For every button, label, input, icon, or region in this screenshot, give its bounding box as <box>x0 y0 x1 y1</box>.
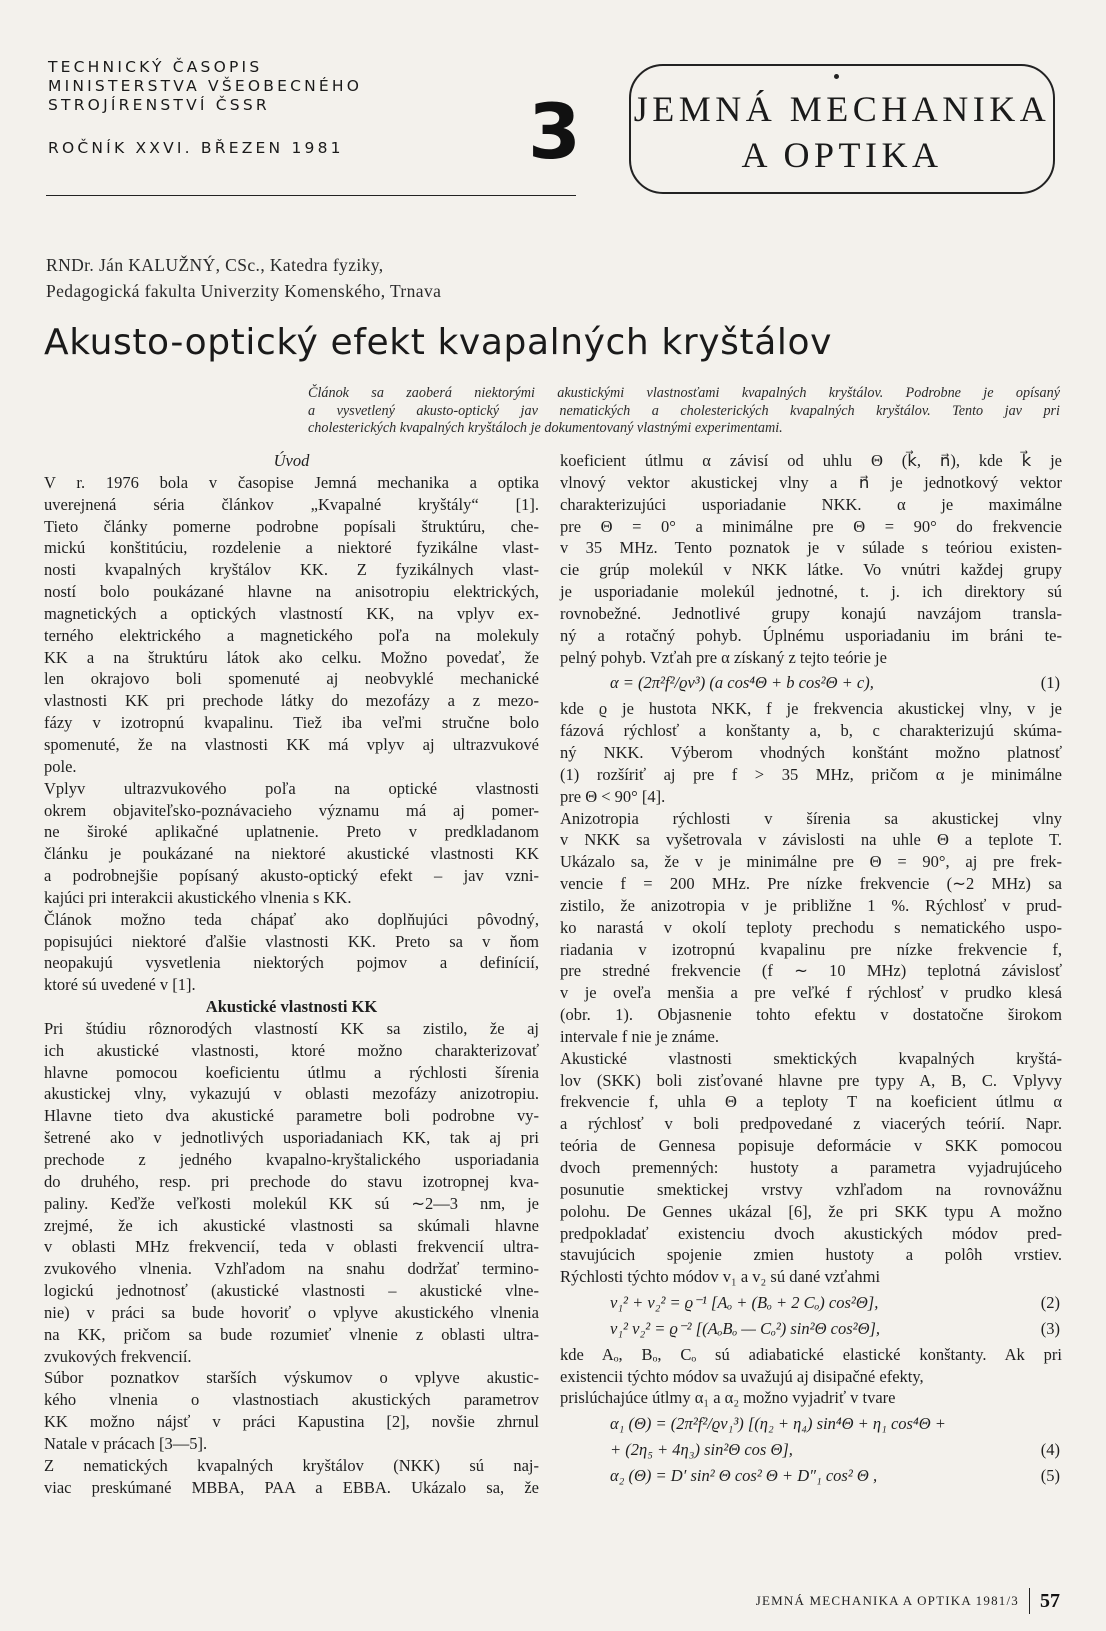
text-line: posunutie smektickej vrstvy vzhľadom na rovnovážnu <box>560 1179 1062 1199</box>
text-line: šetrené ako v jednotlivých usporiadaniach KK, tak aj pri <box>44 1128 539 1148</box>
equation <box>560 1465 1062 1487</box>
text-line: koeficient útlmu α závisí od uhlu Θ (k⃗, n⃗), kde k⃗ je <box>560 451 1062 470</box>
text-line: dvoch premenných: hustoty a parametra vyjadrujúceho <box>560 1158 1062 1177</box>
text-line: zrejmé, že ich akustické vlastnosti sa skúmali hlavne <box>44 1215 539 1235</box>
text-line: akustickej vlny, vykazujú v oblasti mezofázy anizotropiu. <box>44 1084 539 1104</box>
text-line: KK a na štruktúru látok ako celku. Možno povedať, že <box>44 647 539 667</box>
text-line: ností bolo poukázané hlavne na anisotropiu elektrických, <box>44 582 539 602</box>
text-line: V r. 1976 bola v časopise Jemná mechanika a optika <box>44 472 539 492</box>
text-line: ný NKK. Výberom vhodných konštánt možno platnosť <box>560 742 1062 762</box>
text-line: nie) v práci sa bude hovoriť o vplyve akustického vlnenia <box>44 1302 539 1322</box>
equation <box>560 1292 1062 1314</box>
text-line: Natale v prácach [3—5]. <box>44 1433 208 1453</box>
footer-divider <box>1029 1588 1030 1614</box>
right-column <box>560 450 1062 1491</box>
text-line: kde ϱ je hustota NKK, f je frekvencia akustickej vlny, v je <box>560 699 1062 719</box>
text-line: Z nematických kvapalných kryštálov (NKK) sú naj- <box>44 1455 539 1475</box>
text-line: Anizotropia rýchlosti v šírenia sa akustickej vlny <box>560 808 1062 828</box>
footer-journal-label: JEMNÁ MECHANIKA A OPTIKA 1981/3 <box>755 1593 1019 1608</box>
text-line: zistilo, že anizotropia v je približne 1 %. Rýchlosť v prud- <box>560 895 1062 915</box>
text-line: kého vlnenia o vlastnostiach akustických parametrov <box>44 1390 539 1410</box>
section-heading: Úvod <box>273 451 310 470</box>
equation-formula: v₁² + v₂² = ϱ⁻¹ [Aₒ + (Bₒ + 2 Cₒ) cos²Θ], <box>610 1293 879 1313</box>
text-line: je usporiadanie molekúl jednotné, t. j. ich direktory sú <box>560 582 1062 602</box>
page-footer <box>756 1588 1060 1614</box>
equation-formula: α = (2π²f²/ϱv³) (a cos⁴Θ + b cos²Θ + c), <box>610 673 874 693</box>
text-line: ktoré sú uvedené v [1]. <box>44 975 196 995</box>
text-line: predpokladať existenciu dvoch akustických módov pred- <box>560 1223 1062 1243</box>
text-line: v je oveľa menšia a pre veľké f rýchlosť v prudko klesá <box>560 983 1062 1003</box>
journal-logo <box>629 64 1055 194</box>
text-line: Tieto články pomerne podrobne popísali štruktúru, che- <box>44 516 539 536</box>
text-line: ne široké aplikačné uplatnenie. Preto v predkladanom <box>44 822 539 842</box>
text-line: teória de Gennesa popisuje deformácie v SKK pomocou <box>560 1136 1062 1156</box>
text-line: viac preskúmané MBBA, PAA a EBBA. Ukázalo sa, že <box>44 1477 539 1497</box>
abstract-line: Článok sa zaoberá niektorými akustickými vlastnosťami kvapalných kryštálov. Podrobne je opísaný <box>308 385 1060 401</box>
text-line: charakterizujúci usporiadanie NKK. α je maximálne <box>560 494 1062 514</box>
text-line: pre stredné frekvencie (f ∼ 10 MHz) teplotná závislosť <box>560 961 1062 981</box>
equation-formula: α₁ (Θ) = (2π²f²/ϱv₁³) [(η₂ + η₄) sin⁴Θ + η₁ cos⁴Θ + <box>610 1414 946 1434</box>
text-line: a podrobnejšie popísaný akusto-optický efekt – jav vzni- <box>44 866 539 886</box>
text-line: terného elektrického a magnetického poľa na molekuly <box>44 625 539 645</box>
text-line: vencie f = 200 MHz. Pre nízke frekvencie (∼2 MHz) sa <box>560 874 1062 894</box>
text-line: prislúchajúce útlmy α₁ a α₂ možno vyjadriť v tvare <box>560 1388 896 1408</box>
text-line: Článok možno teda chápať ako doplňujúci pôvodný, <box>44 909 539 929</box>
text-line: lov (SKK) boli zisťované hlavne pre typy A, B, C. Vplyvy <box>560 1070 1062 1090</box>
text-line: uverejnená séria článkov „Kvapalné kryštály“ [1]. <box>44 494 539 514</box>
text-line: pre Θ < 90° [4]. <box>560 786 666 806</box>
abstract-line: a vysvetlený akusto-optický jav nematických a cholesterických kvapalných kryštálov. Tento jav pri <box>308 402 1060 419</box>
text-line: popisujúci niektoré ďalšie vlastnosti KK. Preto sa v ňom <box>44 931 539 951</box>
text-line: intervale f nie je známe. <box>560 1026 719 1046</box>
text-line: vlnový vektor akustickej vlny a n⃗ je jednotkový vektor <box>560 472 1062 492</box>
text-line: zvukového vlnenia. Vzhľadom na snahu dodržať termino- <box>44 1259 539 1279</box>
equation-number: (4) <box>1040 1440 1060 1460</box>
page-number: 57 <box>1040 1589 1060 1612</box>
equation <box>560 1413 1062 1435</box>
text-line: v oblasti MHz frekvencií, teda v oblasti frekvencií ultra- <box>44 1237 539 1257</box>
equation <box>560 1439 1062 1461</box>
left-column <box>44 450 539 1499</box>
text-line: Rýchlosti týchto módov v₁ a v₂ sú dané vzťahmi <box>560 1267 881 1287</box>
text-line: článku je poukázané na niektoré akustické vlastnosti KK <box>44 844 539 864</box>
text-line: v NKK sa vyšetrovala v závislosti na uhle Θ a teplote T. <box>560 830 1062 850</box>
text-line: zvukových frekvencií. <box>44 1346 192 1366</box>
text-line: Vplyv ultrazvukového poľa na optické vlastnosti <box>44 778 539 798</box>
text-line: paliny. Keďže veľkosti molekúl KK sú ∼2—3 nm, je <box>44 1193 539 1213</box>
equation-number: (3) <box>1040 1318 1060 1338</box>
text-line: len okrajovo boli spomenuté aj neobvyklé mechanické <box>44 669 539 689</box>
masthead-line: TECHNICKÝ ČASOPIS <box>48 58 263 76</box>
text-line: spomenuté, že na vlastnosti KK má vplyv aj ultrazvukové <box>44 734 539 754</box>
text-line: pre Θ = 0° a minimálne pre Θ = 90° do frekvencie <box>560 516 1062 536</box>
masthead-line: STROJÍRENSTVÍ ČSSR <box>48 96 270 114</box>
text-line: pole. <box>44 756 77 776</box>
text-line: fázy v izotropnú kvapalinu. Tiež iba veľmi stručne bolo <box>44 713 539 733</box>
text-line: Akustické vlastnosti smektických kvapalných kryštá- <box>560 1048 1062 1068</box>
text-line: kde Aₒ, Bₒ, Cₒ sú adiabatické elastické konštanty. Ak pri <box>560 1344 1062 1364</box>
section-heading: Akustické vlastnosti KK <box>205 997 378 1017</box>
text-line: frekvencie f, uhla Θ a teploty T na koeficient útlmu α <box>560 1092 1062 1112</box>
text-line: okrem objaviteľsko-poznávacieho významu má aj pomer- <box>44 800 539 820</box>
text-line: logickú jednotnosť (akustické vlastnosti – akustické vlne- <box>44 1281 539 1301</box>
text-line: cie grúp molekúl v NKK látke. Vo vnútri každej grupy <box>560 560 1062 580</box>
text-line: ný a rotačný pohyb. Úplnému usporiadaniu im bráni te- <box>560 625 1062 645</box>
text-line: ko narastá v okolí teploty prechodu s nematického uspo- <box>560 917 1062 937</box>
author-line: Pedagogická fakulta Univerzity Komenského, Trnava <box>46 281 442 301</box>
equation <box>560 672 1062 694</box>
logo-line: A OPTIKA <box>741 135 943 175</box>
text-line: kajúci pri interakcii akustického vlnenia s KK. <box>44 887 352 907</box>
text-line: a rýchlosť v boli predpovedané z viacerých teórií. Napr. <box>560 1114 1062 1134</box>
text-line: KK možno nájsť v práci Kapustina [2], novšie zhrnul <box>44 1412 539 1432</box>
text-line: magnetických a optických vlastností KK, na vplyv ex- <box>44 603 539 623</box>
equation <box>560 1318 1062 1340</box>
text-line: rovnobežné. Jednotlivé grupy konajú navzájom transla- <box>560 603 1062 623</box>
text-line: v 35 MHz. Tento poznatok je v súlade s teóriou existen- <box>560 538 1062 558</box>
author-affiliation <box>46 252 441 304</box>
text-line: stavujúcich spojenie zmien hustoty a polôh vrstiev. <box>560 1245 1062 1265</box>
text-line: mickú konštitúciu, rozdelenie a niektoré fyzikálne vlast- <box>44 538 539 558</box>
masthead <box>48 58 362 158</box>
abstract-line: cholesterických kvapalných kryštáloch je dokumentovaný vlastnými experimentami. <box>308 420 783 436</box>
author-line: RNDr. Ján KALUŽNÝ, CSc., Katedra fyziky, <box>46 255 384 275</box>
text-line: existencii týchto módov sa uvažujú aj disipačné efekty, <box>560 1366 924 1386</box>
abstract <box>308 385 1060 438</box>
header-rule <box>46 195 576 196</box>
text-line: polohu. De Gennes ukázal [6], že pri SKK typu A možno <box>560 1201 1062 1221</box>
article-title: Akusto-optický efekt kvapalných kryštálov <box>44 322 832 363</box>
text-line: (1) rozšíriť aj pre f > 35 MHz, pričom α je minimálne <box>560 764 1062 784</box>
equation-number: (2) <box>1040 1293 1060 1313</box>
text-line: vlastnosti KK pri prechode látky do mezofázy a z mezo- <box>44 691 539 711</box>
text-line: na KK, pričom sa bude rozumieť vlnenie z oblasti ultra- <box>44 1324 539 1344</box>
text-line: do druhého, resp. pri prechode do stavu izotropnej kva- <box>44 1171 539 1191</box>
equation-number: (5) <box>1040 1465 1060 1485</box>
text-line: Hlavne tieto dva akustické parametre boli podrobne vy- <box>44 1106 539 1126</box>
logo-dot <box>834 74 839 79</box>
text-line: (obr. 1). Objasnenie tohto efektu v dostatočne širokom <box>560 1005 1062 1025</box>
equation-formula: α₂ (Θ) = D′ sin² Θ cos² Θ + D″₁ cos² Θ , <box>610 1465 878 1485</box>
text-line: Súbor poznatkov starších výskumov o vplyve akustic- <box>44 1368 539 1388</box>
equation-formula: v₁² v₂² = ϱ⁻² [(AₒBₒ — Cₒ²) sin²Θ cos²Θ], <box>610 1318 881 1338</box>
text-line: Ukázalo sa, že v je minimálne pre Θ = 90°, aj pre frek- <box>560 852 1062 872</box>
text-line: prechode z jedného kvapalno-kryštalického usporiadania <box>44 1150 539 1169</box>
equation-formula: + (2η₅ + 4η₃) sin²Θ cos Θ], <box>610 1440 793 1460</box>
text-line: riadania v izotropnú kvapalinu pre nízke frekvencie f, <box>560 939 1062 959</box>
masthead-line: MINISTERSTVA VŠEOBECNÉHO <box>48 77 363 95</box>
equation-number <box>1060 1413 1062 1435</box>
text-line: fázová rýchlosť a konštanty a, b, c charakterizujú skúma- <box>560 721 1062 741</box>
text-line: Pri štúdiu rôznorodých vlastností KK sa zistilo, že aj <box>44 1018 539 1038</box>
text-line: pelný pohyb. Vzťah pre α získaný z tejto teórie je <box>560 647 887 667</box>
issue-number: 3 <box>528 87 581 176</box>
text-line: nosti kvapalných kryštálov KK. Z fyzikálnych vlast- <box>44 560 539 580</box>
equation-number: (1) <box>1040 673 1060 693</box>
text-line: neopakujú vysvetlenia niektorých pojmov a definícií, <box>44 953 539 973</box>
text-line: ich akustické vlastnosti, ktoré možno charakterizovať <box>44 1040 539 1060</box>
year-issue: ROČNÍK XXVI. BŘEZEN 1981 <box>48 139 344 157</box>
logo-line: JEMNÁ MECHANIKA <box>633 89 1051 129</box>
text-line: hlavne pomocou koeficientu útlmu a rýchlosti šírenia <box>44 1062 539 1082</box>
